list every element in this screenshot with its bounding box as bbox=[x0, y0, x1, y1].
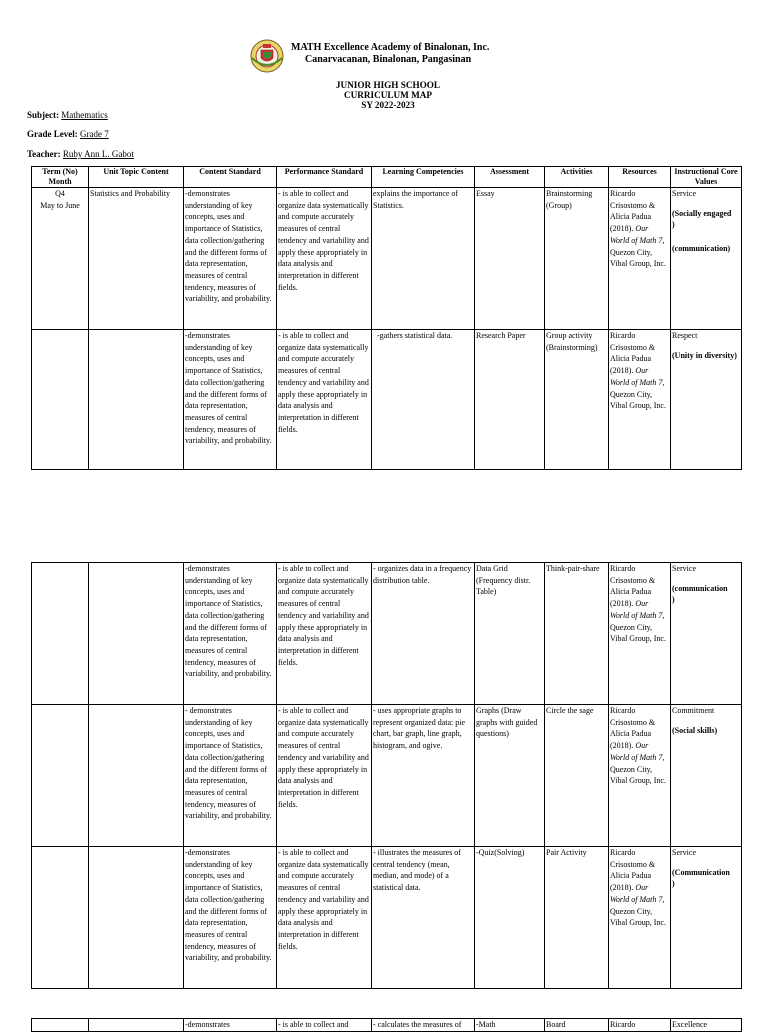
unit-cell bbox=[89, 705, 184, 847]
resources-cell bbox=[609, 188, 671, 330]
resources-cell bbox=[609, 330, 671, 470]
content-standard-cell: -demonstrates understanding of key concepts, uses and importance of Statistics, data collection/gathering and the different forms of data representation, measures of central tendency, measures of variability, and probability. bbox=[184, 847, 277, 989]
competency-cell: - illustrates the measures of central tendency (mean, median, and mode) of a statistical data. bbox=[372, 847, 475, 989]
resource-authors: Ricardo Crisostomo & Alicia Padua (2018). bbox=[610, 848, 656, 893]
term-cell bbox=[32, 1019, 89, 1032]
competency-cell: -gathers statistical data. bbox=[372, 330, 475, 470]
core-value-detail: (Unity in diversity) bbox=[672, 350, 737, 360]
term-cell bbox=[32, 330, 89, 470]
core-value-name: Respect bbox=[672, 331, 698, 340]
grade-line bbox=[27, 129, 109, 140]
activities-cell: Brainstorming (Group) bbox=[545, 188, 609, 330]
header-performance-standard: Performance Standard bbox=[277, 167, 372, 188]
content-standard-cell: -demonstrates understanding of key concepts, uses and importance of Statistics, data collection/gathering and the different forms of data representation, measures of central tendency, measures of variability, and probability. bbox=[184, 330, 277, 470]
header-unit: Unit Topic Content bbox=[89, 167, 184, 188]
header-content-standard: Content Standard bbox=[184, 167, 277, 188]
unit-cell bbox=[89, 330, 184, 470]
table-row bbox=[32, 330, 742, 470]
core-value-detail: (Social skills) bbox=[672, 725, 718, 735]
resource-title: Our World of Math 7 bbox=[610, 883, 663, 904]
header-learning-competencies: Learning Competencies bbox=[372, 167, 475, 188]
resource-publisher: , Quezon City, Vibal Group, Inc. bbox=[610, 894, 666, 928]
resources-cell bbox=[609, 847, 671, 989]
performance-standard-cell: - is able to collect and organize data systematically and compute accurately measures of central tendency and variability and apply these appropriately in data analysis and interpretation in different fields. bbox=[277, 563, 372, 705]
curriculum-table-page3 bbox=[31, 1018, 742, 1032]
table-row bbox=[32, 563, 742, 705]
table-row bbox=[32, 847, 742, 989]
table-row bbox=[32, 1019, 742, 1032]
term-cell bbox=[32, 705, 89, 847]
resource-authors: Ricardo Crisostomo & Alicia Padua (2018). bbox=[610, 331, 656, 376]
assessment-cell: Data Grid (Frequency distr. Table) bbox=[475, 563, 545, 705]
teacher-line bbox=[27, 149, 134, 160]
curriculum-table-page2 bbox=[31, 562, 742, 989]
performance-standard-cell: - is able to collect and organize data systematically and compute accurately measures of central tendency and variability and apply these appropriately in data analysis and interpretation in different fields. bbox=[277, 330, 372, 470]
content-standard-cell: -demonstrates understanding of key concepts, uses and importance of Statistics, data collection/gathering and the different forms of data representation, measures of central tendency, measures of variability, and probability. bbox=[184, 563, 277, 705]
competency-cell: - organizes data in a frequency distribution table. bbox=[372, 563, 475, 705]
performance-standard-cell: - is able to collect and organize data systematically and compute accurately measures of central tendency and variability and apply these appropriately in data analysis and interpretation in different fields. bbox=[277, 847, 372, 989]
title-level: JUNIOR HIGH SCHOOL bbox=[335, 80, 441, 90]
resources-cell: Ricardo bbox=[609, 1019, 671, 1032]
unit-cell bbox=[89, 847, 184, 989]
resource-title: Our World of Math 7 bbox=[610, 224, 663, 245]
grade-value: Grade 7 bbox=[80, 129, 109, 139]
resources-cell bbox=[609, 705, 671, 847]
core-value-name: Service bbox=[672, 848, 696, 857]
core-value-name: Commitment bbox=[672, 706, 715, 715]
performance-standard-cell: - is able to collect and organize data systematically and compute accurately measures of central tendency and variability and apply these appropriately in data analysis and interpretation in different fields. bbox=[277, 188, 372, 330]
core-value-name: Service bbox=[672, 189, 696, 198]
content-standard-cell: -demonstrates understanding of key concepts, uses and importance of Statistics, data collection/gathering and the different forms of data representation, measures of central tendency, measures of variability, and probability. bbox=[184, 188, 277, 330]
resource-publisher: , Quezon City, Vibal Group, Inc. bbox=[610, 235, 666, 269]
school-info bbox=[291, 42, 489, 66]
resource-title: Our World of Math 7 bbox=[610, 366, 663, 387]
activities-cell: Group activity (Brainstorming) bbox=[545, 330, 609, 470]
content-standard-cell: -demonstrates bbox=[184, 1019, 277, 1032]
activities-cell: Circle the sage bbox=[545, 705, 609, 847]
school-address: Canarvacanan, Binalonan, Pangasinan bbox=[305, 54, 472, 65]
assessment-cell: Graphs (Draw graphs with guided questions) bbox=[475, 705, 545, 847]
assessment-cell: -Quiz(Solving) bbox=[475, 847, 545, 989]
school-seal-logo bbox=[248, 38, 286, 74]
term-cell bbox=[32, 847, 89, 989]
competency-cell: - uses appropriate graphs to represent organized data: pie chart, bar graph, line graph, histogram, and ogive. bbox=[372, 705, 475, 847]
core-value-detail: (Socially engaged ) (communication) bbox=[672, 208, 732, 253]
resource-authors: Ricardo Crisostomo & Alicia Padua (2018). bbox=[610, 564, 656, 609]
school-name: MATH Excellence Academy of Binalonan, Inc. bbox=[291, 42, 490, 53]
activities-cell: Think-pair-share bbox=[545, 563, 609, 705]
resource-title: Our World of Math 7 bbox=[610, 741, 663, 762]
resources-cell bbox=[609, 563, 671, 705]
title-school-year: SY 2022-2023 bbox=[361, 100, 415, 110]
resource-title: Our World of Math 7 bbox=[610, 599, 663, 620]
resource-authors: Ricardo Crisostomo & Alicia Padua (2018). bbox=[610, 706, 656, 751]
header-core-values: Instructional Core Values bbox=[671, 167, 742, 188]
teacher-value: Ruby Ann L. Gabot bbox=[62, 149, 134, 159]
resource-authors: Ricardo Crisostomo & Alicia Padua (2018). bbox=[610, 189, 656, 234]
header-activities: Activities bbox=[545, 167, 609, 188]
unit-cell bbox=[89, 563, 184, 705]
resource-publisher: , Quezon City, Vibal Group, Inc. bbox=[610, 752, 666, 786]
core-values-cell: Excellence bbox=[671, 1019, 742, 1032]
core-values-cell bbox=[671, 563, 742, 705]
table-header-row bbox=[32, 167, 742, 188]
competency-cell: - calculates the measures of bbox=[372, 1019, 475, 1032]
resource-publisher: , Quezon City, Vibal Group, Inc. bbox=[610, 377, 666, 411]
content-standard-cell: - demonstrates understanding of key concepts, uses and importance of Statistics, data collection/gathering and the different forms of data representation, measures of central tendency, measures of variability, and probability. bbox=[184, 705, 277, 847]
teacher-label: Teacher: bbox=[27, 149, 61, 159]
header-assessment: Assessment bbox=[475, 167, 545, 188]
core-value-detail: (communication ) bbox=[672, 583, 728, 605]
activities-cell: Board bbox=[545, 1019, 609, 1032]
term-cell: Q4 May to June bbox=[32, 188, 89, 330]
header-term: Term (No) Month bbox=[32, 167, 89, 188]
document-header bbox=[0, 38, 768, 76]
grade-label: Grade Level: bbox=[27, 129, 78, 139]
activities-cell: Pair Activity bbox=[545, 847, 609, 989]
table-row bbox=[32, 188, 742, 330]
core-values-cell bbox=[671, 330, 742, 470]
performance-standard-cell: - is able to collect and bbox=[277, 1019, 372, 1032]
term-cell bbox=[32, 563, 89, 705]
resource-publisher: , Quezon City, Vibal Group, Inc. bbox=[610, 610, 666, 644]
unit-cell: Statistics and Probability bbox=[89, 188, 184, 330]
assessment-cell: Essay bbox=[475, 188, 545, 330]
performance-standard-cell: - is able to collect and organize data systematically and compute accurately measures of central tendency and variability and apply these appropriately in data analysis and interpretation in different fields. bbox=[277, 705, 372, 847]
assessment-cell: -Math bbox=[475, 1019, 545, 1032]
subject-label: Subject: bbox=[27, 110, 59, 120]
document-titles bbox=[0, 80, 768, 110]
title-map: CURRICULUM MAP bbox=[343, 90, 433, 100]
curriculum-table-page1 bbox=[31, 166, 742, 470]
table-row bbox=[32, 705, 742, 847]
core-values-cell bbox=[671, 847, 742, 989]
competency-cell: explains the importance of Statistics. bbox=[372, 188, 475, 330]
assessment-cell: Research Paper bbox=[475, 330, 545, 470]
subject-value: Mathematics bbox=[61, 110, 108, 120]
core-values-cell bbox=[671, 705, 742, 847]
core-value-name: Service bbox=[672, 564, 696, 573]
subject-line bbox=[27, 110, 108, 121]
unit-cell bbox=[89, 1019, 184, 1032]
core-value-detail: (Communication ) bbox=[672, 867, 730, 889]
header-resources: Resources bbox=[609, 167, 671, 188]
core-values-cell bbox=[671, 188, 742, 330]
